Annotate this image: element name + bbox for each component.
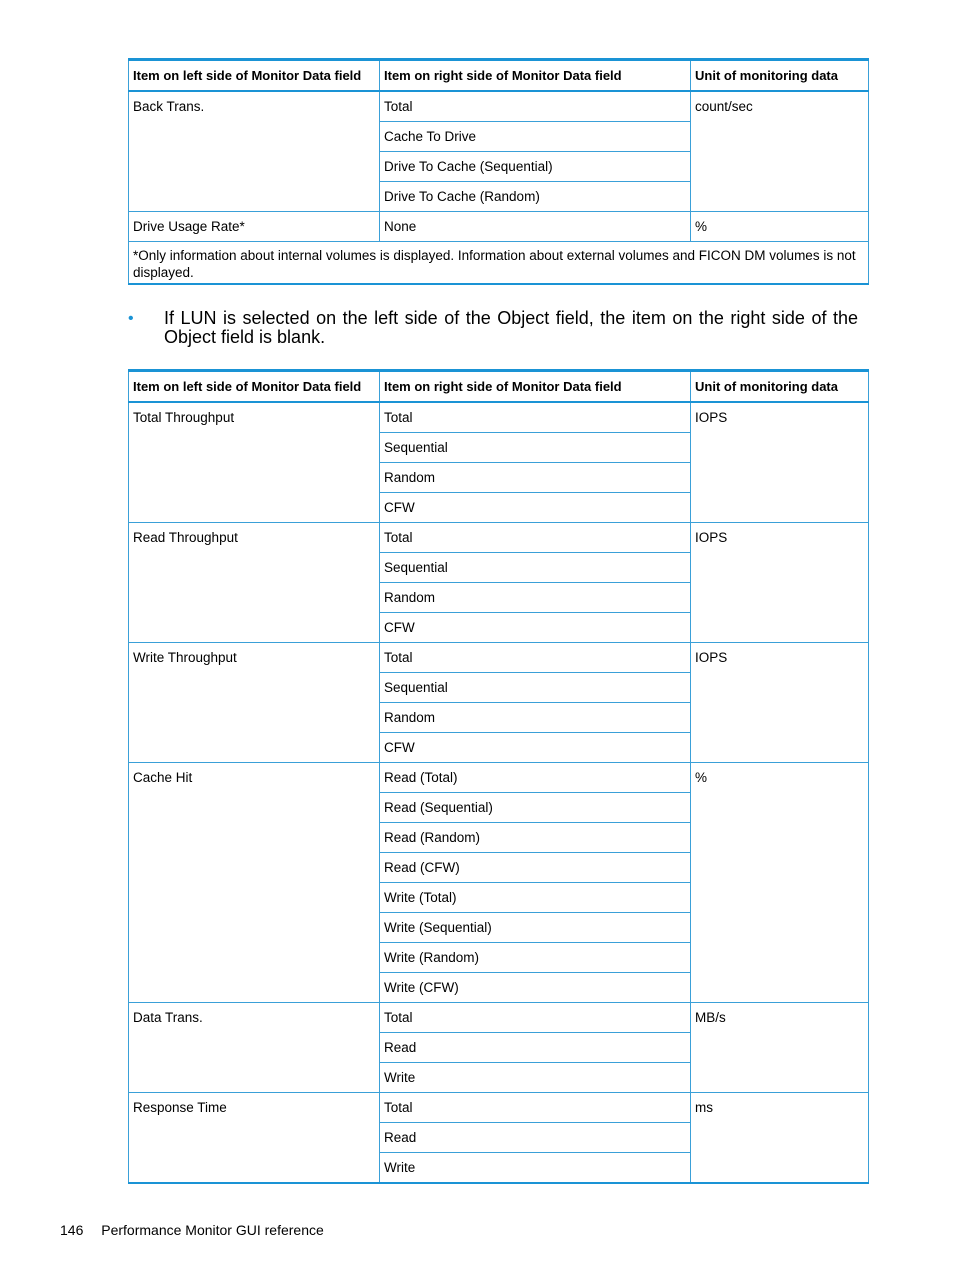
right-item-cell: CFW — [380, 613, 691, 643]
right-item-cell: Write — [380, 1063, 691, 1093]
right-item-cell: CFW — [380, 733, 691, 763]
right-item-cell: Write (CFW) — [380, 973, 691, 1003]
table-row — [129, 91, 869, 122]
footnote-cell: *Only information about internal volumes is displayed. Information about external volumes and FICON DM volumes is not displayed. — [129, 242, 869, 285]
bullet-icon: • — [128, 310, 134, 327]
left-item-cell: Drive Usage Rate* — [129, 212, 380, 242]
left-item-cell: Back Trans. — [129, 91, 380, 212]
right-item-cell: Total — [380, 1003, 691, 1033]
left-item-cell: Total Throughput — [129, 402, 380, 523]
table-row — [129, 1003, 869, 1033]
right-item-cell: Total — [380, 402, 691, 433]
right-item-cell: Read (Total) — [380, 763, 691, 793]
right-item-cell: CFW — [380, 493, 691, 523]
left-item-cell: Read Throughput — [129, 523, 380, 643]
table-header-row — [129, 60, 869, 92]
header-left-item: Item on left side of Monitor Data field — [129, 60, 380, 92]
right-item-cell: Total — [380, 91, 691, 122]
right-item-cell: Write (Total) — [380, 883, 691, 913]
right-item-cell: Random — [380, 463, 691, 493]
left-item-cell: Cache Hit — [129, 763, 380, 1003]
table-note-row — [129, 242, 869, 285]
monitor-data-table-1 — [128, 58, 869, 285]
monitor-data-table-2 — [128, 369, 869, 1184]
header-left-item: Item on left side of Monitor Data field — [129, 371, 380, 403]
unit-cell: IOPS — [691, 402, 869, 523]
left-item-cell: Write Throughput — [129, 643, 380, 763]
unit-cell: MB/s — [691, 1003, 869, 1093]
unit-cell: IOPS — [691, 643, 869, 763]
unit-cell: IOPS — [691, 523, 869, 643]
table-row — [129, 763, 869, 793]
right-item-cell: Total — [380, 523, 691, 553]
right-item-cell: Random — [380, 703, 691, 733]
right-item-cell: Cache To Drive — [380, 122, 691, 152]
bullet-text: If LUN is selected on the left side of the Object field, the item on the right side of the Object field is blank. — [164, 308, 858, 347]
right-item-cell: Read — [380, 1123, 691, 1153]
right-item-cell: Sequential — [380, 673, 691, 703]
bullet-note — [128, 309, 858, 347]
right-item-cell: Random — [380, 583, 691, 613]
header-unit: Unit of monitoring data — [691, 371, 869, 403]
table-header-row — [129, 371, 869, 403]
header-right-item: Item on right side of Monitor Data field — [380, 371, 691, 403]
table-row — [129, 1093, 869, 1123]
unit-cell: % — [691, 763, 869, 1003]
right-item-cell: None — [380, 212, 691, 242]
unit-cell: count/sec — [691, 91, 869, 212]
right-item-cell: Total — [380, 1093, 691, 1123]
right-item-cell: Sequential — [380, 553, 691, 583]
header-unit: Unit of monitoring data — [691, 60, 869, 92]
page-footer — [60, 1222, 324, 1238]
left-item-cell: Response Time — [129, 1093, 380, 1184]
right-item-cell: Read — [380, 1033, 691, 1063]
unit-cell: % — [691, 212, 869, 242]
header-right-item: Item on right side of Monitor Data field — [380, 60, 691, 92]
table-row — [129, 643, 869, 673]
right-item-cell: Write (Sequential) — [380, 913, 691, 943]
left-item-cell: Data Trans. — [129, 1003, 380, 1093]
right-item-cell: Sequential — [380, 433, 691, 463]
table-row — [129, 523, 869, 553]
table-row — [129, 212, 869, 242]
right-item-cell: Write — [380, 1153, 691, 1184]
page-number: 146 — [60, 1222, 84, 1238]
footer-section-title: Performance Monitor GUI reference — [101, 1222, 324, 1238]
right-item-cell: Read (Sequential) — [380, 793, 691, 823]
right-item-cell: Drive To Cache (Sequential) — [380, 152, 691, 182]
right-item-cell: Write (Random) — [380, 943, 691, 973]
right-item-cell: Total — [380, 643, 691, 673]
table-row — [129, 402, 869, 433]
right-item-cell: Read (CFW) — [380, 853, 691, 883]
right-item-cell: Drive To Cache (Random) — [380, 182, 691, 212]
right-item-cell: Read (Random) — [380, 823, 691, 853]
unit-cell: ms — [691, 1093, 869, 1184]
